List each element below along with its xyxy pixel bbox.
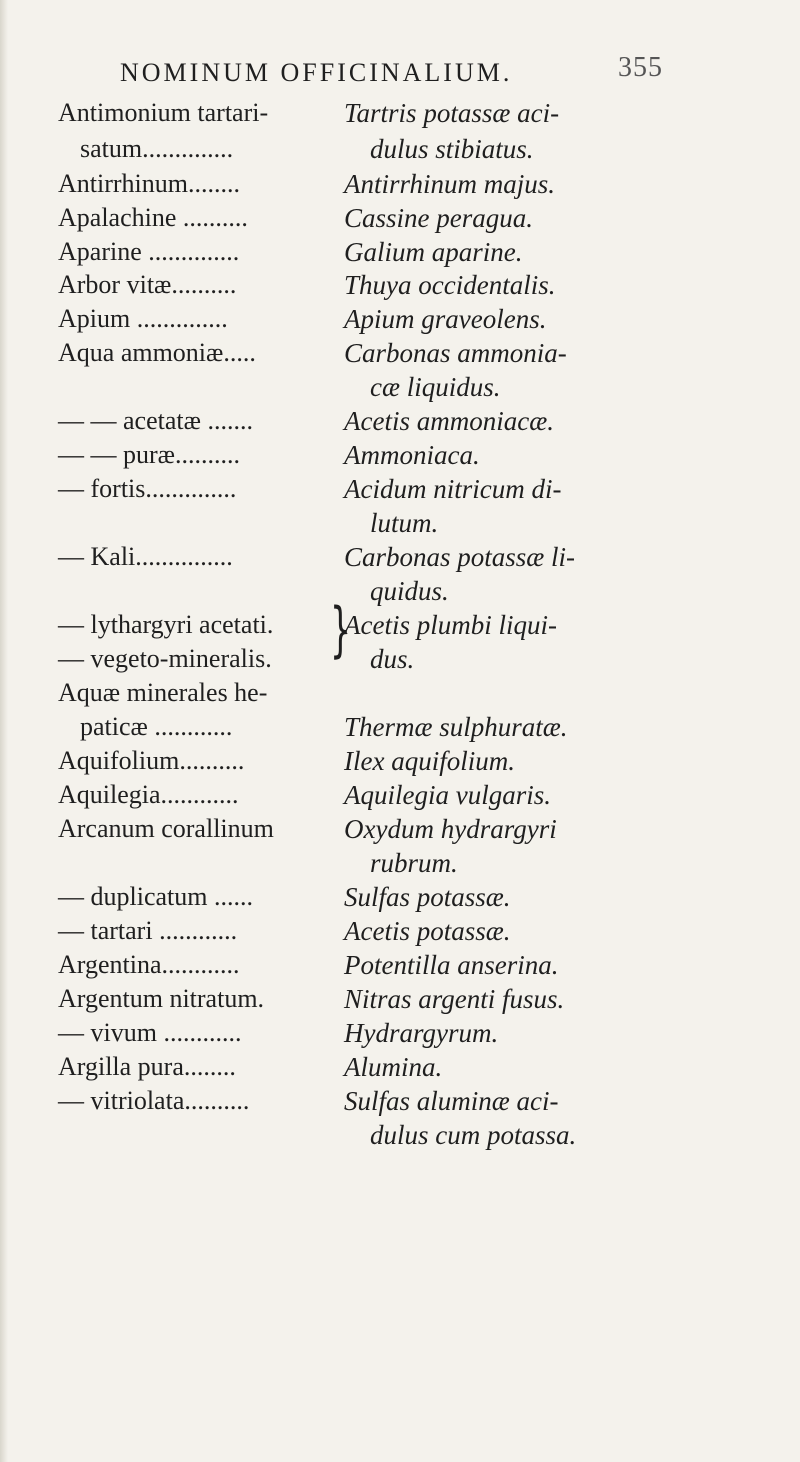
left-entry: Argentum nitratum.: [58, 984, 265, 1013]
left-entry: Aqua ammoniæ.....: [58, 338, 256, 367]
book-spine-shadow: [0, 0, 8, 1462]
right-entry: Nitras argenti fusus.: [344, 984, 565, 1014]
right-entry: Cassine peragua.: [344, 203, 533, 233]
left-entry: — vivum ............: [58, 1018, 242, 1047]
right-entry: Acidum nitricum di-: [344, 474, 562, 504]
right-entry: Acetis ammoniacæ.: [344, 406, 554, 436]
right-entry: Potentilla anserina.: [344, 950, 559, 980]
right-entry: Galium aparine.: [344, 237, 523, 267]
right-entry: Alumina.: [344, 1052, 443, 1082]
left-entry: Argilla pura........: [58, 1052, 236, 1081]
right-entry: quidus.: [370, 576, 449, 606]
right-entry: Carbonas potassæ li-: [344, 542, 576, 572]
right-entry: Thuya occidentalis.: [344, 270, 556, 300]
running-title: NOMINUM OFFICINALIUM.: [120, 58, 513, 87]
left-entry: Apalachine ..........: [58, 203, 248, 232]
left-entry: Antirrhinum........: [58, 169, 240, 198]
left-entry: — tartari ............: [58, 916, 238, 945]
right-entry: Aquilegia vulgaris.: [344, 780, 551, 810]
left-entry: — — acetatæ .......: [58, 406, 253, 435]
left-entry: — — puræ..........: [58, 440, 240, 469]
right-entry: Carbonas ammonia-: [344, 338, 567, 368]
right-entry: cæ liquidus.: [370, 372, 501, 402]
right-entry: Apium graveolens.: [344, 304, 547, 334]
left-entry: — Kali...............: [58, 542, 233, 571]
right-entry: dulus stibiatus.: [370, 134, 534, 164]
right-entry: Acetis plumbi liqui-: [344, 610, 557, 640]
left-entry: — vitriolata..........: [58, 1086, 250, 1115]
right-entry: dulus cum potassa.: [370, 1120, 577, 1150]
left-entry: Antimonium tartari-: [58, 98, 269, 127]
right-entry: Hydrargyrum.: [344, 1018, 499, 1048]
right-entry: Tartris potassæ aci-: [344, 98, 560, 128]
right-entry: lutum.: [370, 508, 439, 538]
right-entry: dus.: [370, 644, 415, 674]
left-entry: Aquilegia............: [58, 780, 239, 809]
page-number: 355: [618, 52, 663, 83]
left-entry: — duplicatum ......: [58, 882, 253, 911]
left-entry: Aquæ minerales he-: [58, 678, 268, 707]
left-entry: satum..............: [80, 134, 234, 163]
right-entry: Antirrhinum majus.: [344, 169, 556, 199]
right-entry: Thermæ sulphuratæ.: [344, 712, 568, 742]
left-entry: Apium ..............: [58, 304, 228, 333]
right-entry: rubrum.: [370, 848, 458, 878]
left-entry: paticæ ............: [80, 712, 233, 741]
bracket-brace: }: [330, 595, 352, 665]
right-entry: Sulfas potassæ.: [344, 882, 511, 912]
left-entry: — lythargyri acetati.: [58, 610, 274, 639]
left-entry: Argentina............: [58, 950, 240, 979]
right-entry: Ammoniaca.: [344, 440, 480, 470]
left-entry: Arbor vitæ..........: [58, 270, 237, 299]
left-entry: Aparine ..............: [58, 237, 240, 266]
right-entry: Ilex aquifolium.: [344, 746, 515, 776]
right-entry: Sulfas aluminæ aci-: [344, 1086, 559, 1116]
left-entry: Aquifolium..........: [58, 746, 245, 775]
right-entry: Acetis potassæ.: [344, 916, 511, 946]
right-entry: Oxydum hydrargyri: [344, 814, 557, 844]
left-entry: — fortis..............: [58, 474, 237, 503]
left-entry: Arcanum corallinum: [58, 814, 274, 843]
left-entry: — vegeto-mineralis.: [58, 644, 272, 673]
